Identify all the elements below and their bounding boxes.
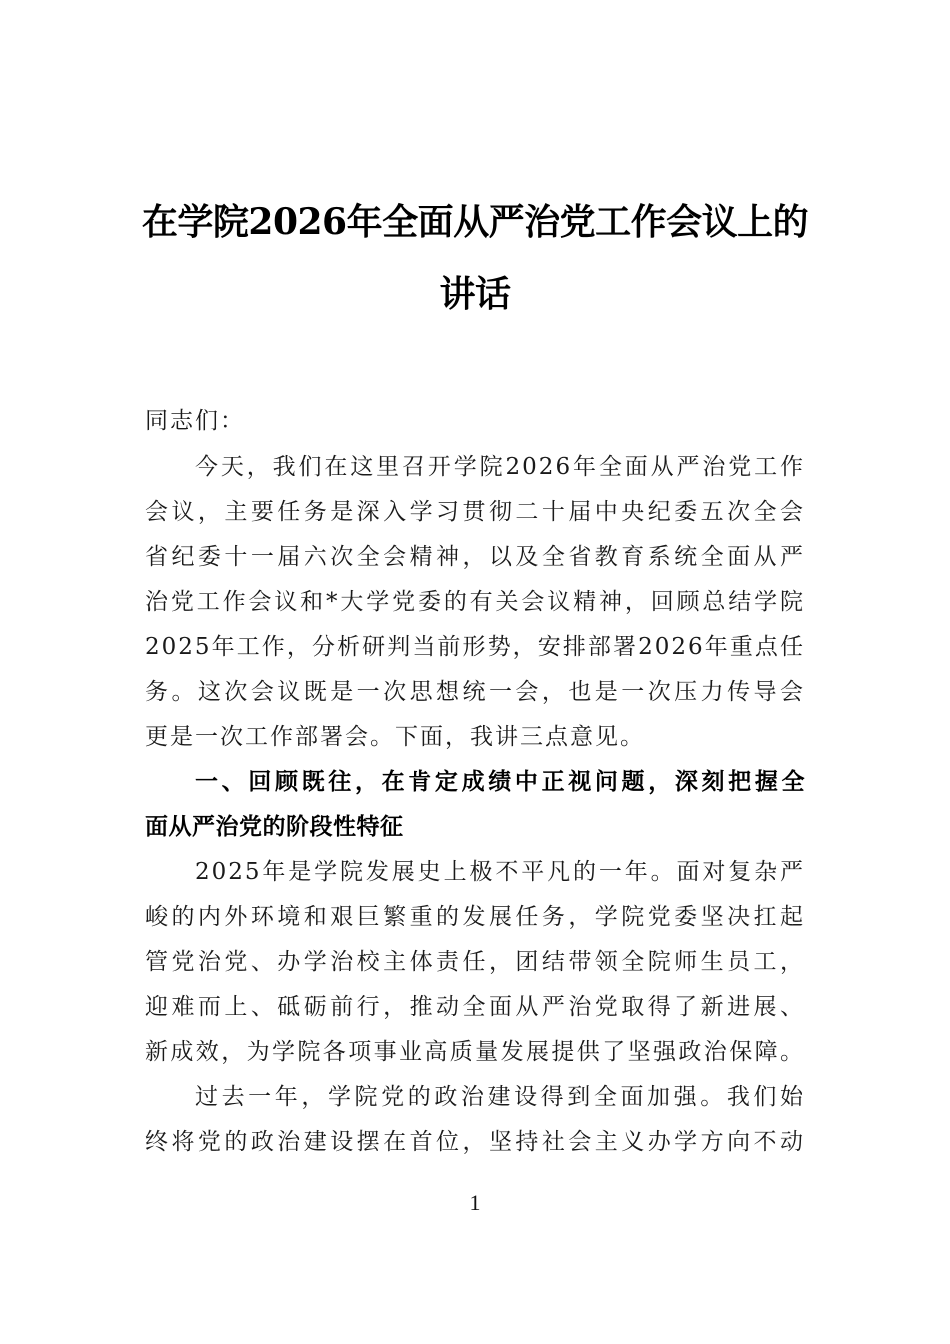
- body-line: 更是一次工作部署会。下面，我讲三点意见。: [145, 724, 645, 750]
- body-line: 省纪委十一届六次全会精神，以及全省教育系统全面从严: [145, 544, 805, 570]
- document-title-line-2: 讲话: [439, 273, 511, 315]
- body-line: 管党治党、办学治校主体责任，团结带领全院师生员工，: [145, 949, 805, 975]
- body-line: 2025年是学院发展史上极不平凡的一年。面对复杂严: [195, 859, 805, 885]
- salutation: 同志们：: [145, 408, 245, 434]
- document-title-line-1: 在学院2026年全面从严治党工作会议上的: [141, 201, 809, 243]
- body-line: 峻的内外环境和艰巨繁重的发展任务，学院党委坚决扛起: [145, 904, 805, 930]
- body-line: 2025年工作，分析研判当前形势，安排部署2026年重点任: [145, 634, 805, 660]
- section-heading-line-1: 一、回顾既往，在肯定成绩中正视问题，深刻把握全: [195, 769, 805, 795]
- body-line: 今天，我们在这里召开学院2026年全面从严治党工作: [195, 454, 805, 480]
- body-line: 会议，主要任务是深入学习贯彻二十届中央纪委五次全会: [145, 499, 805, 525]
- body-line: 新成效，为学院各项事业高质量发展提供了坚强政治保障。: [145, 1039, 805, 1065]
- body-line: 迎难而上、砥砺前行，推动全面从严治党取得了新进展、: [145, 994, 805, 1020]
- section-heading-line-2: 面从严治党的阶段性特征: [145, 814, 404, 840]
- body-line: 过去一年，学院党的政治建设得到全面加强。我们始: [195, 1084, 805, 1110]
- body-line: 治党工作会议和*大学党委的有关会议精神，回顾总结学院: [145, 589, 805, 615]
- page-number: 1: [469, 1190, 481, 1215]
- body-line: 务。这次会议既是一次思想统一会，也是一次压力传导会: [145, 679, 805, 705]
- body-line: 终将党的政治建设摆在首位，坚持社会主义办学方向不动: [145, 1129, 805, 1155]
